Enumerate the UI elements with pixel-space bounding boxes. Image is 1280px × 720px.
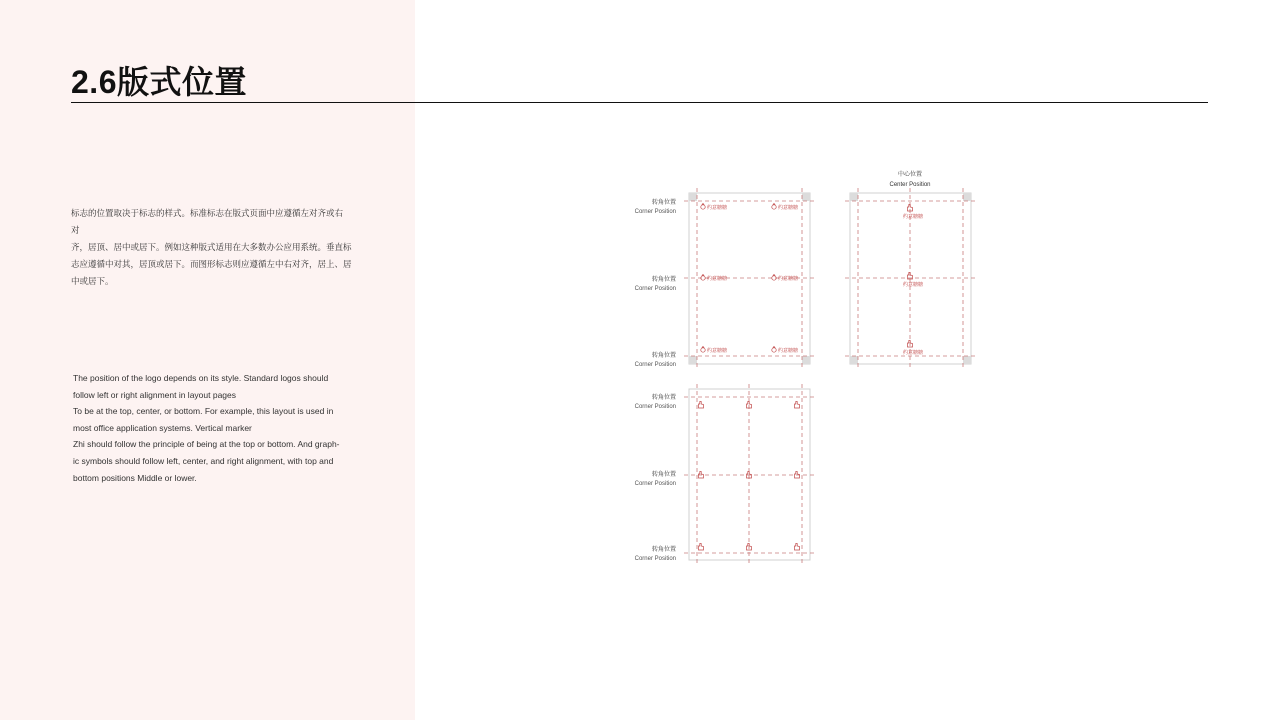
en-line: Zhi should follow the principle of being at the top or bottom. And graph- [73, 439, 340, 450]
logo-text: 约意糖糖 [778, 205, 799, 211]
symbol-icon [699, 544, 704, 551]
logo-text: 约意糖糖 [707, 348, 728, 354]
en-line: bottom positions Middle or lower. [73, 472, 197, 483]
corner-label-en: Corner Position [634, 362, 676, 368]
logo-mark [701, 203, 727, 211]
en-line: ic symbols should follow left, center, and right alignment, with top and [73, 455, 334, 466]
diagram-corner-text [684, 188, 816, 368]
logo-mark-vertical [903, 273, 923, 289]
logo-text: 约意糖糖 [707, 276, 728, 282]
symbol-icon [699, 402, 704, 409]
corner-label-cn: 转角位置 [651, 547, 676, 553]
corner-label-en: Corner Position [634, 286, 676, 292]
logo-text: 约意糖糖 [903, 282, 924, 288]
logo-text: 约意糖糖 [778, 348, 799, 354]
corner-label-cn: 转角位置 [651, 395, 676, 401]
diagram-center [845, 188, 977, 368]
logo-mark-vertical [903, 341, 923, 357]
en-line: follow left or right alignment in layout pages [73, 389, 237, 400]
corner-label-en: Corner Position [634, 481, 676, 487]
cn-line: 志应遵循中对其，居顶或居下。而图形标志则应遵循左中右对齐，居上、居 [71, 259, 352, 269]
cn-line: 标志的位置取决于标志的样式。标准标志在版式页面中应遵循左对齐或右 [71, 208, 344, 218]
logo-mark-vertical [903, 205, 923, 221]
logo-mark [701, 346, 727, 354]
corner-label-cn: 转角位置 [651, 472, 676, 478]
symbol-icon [795, 402, 800, 409]
center-label-cn: 中心位置 [897, 172, 922, 178]
logo-mark [772, 203, 798, 211]
en-line: The position of the logo depends on its style. Standard logos should [73, 373, 329, 383]
corner-label-cn: 转角位置 [651, 277, 676, 283]
center-label-en: Center Position [889, 182, 931, 188]
logo-text: 约意糖糖 [778, 276, 799, 282]
logo-text: 约意糖糖 [903, 350, 924, 356]
en-line: To be at the top, center, or bottom. For example, this layout is used in [73, 406, 334, 417]
corner-label-en: Corner Position [634, 404, 676, 410]
diagram-graphic-symbol [684, 384, 816, 565]
cn-line: 齐，居顶、居中或居下。例如这种版式适用在大多数办公应用系统。垂直标 [71, 242, 352, 252]
logo-text: 约意糖糖 [707, 205, 728, 211]
symbol-icon [795, 544, 800, 551]
en-line: most office application systems. Vertical marker [73, 422, 252, 433]
cn-line: 对 [71, 225, 80, 235]
page-title: 2.6版式位置 [71, 64, 247, 100]
logo-mark [701, 274, 727, 282]
logo-text: 约意糖糖 [903, 214, 924, 220]
logo-mark [772, 346, 798, 354]
corner-label-en: Corner Position [634, 209, 676, 215]
cn-line: 中或居下。 [71, 276, 114, 286]
corner-label-en: Corner Position [634, 556, 676, 562]
corner-label-cn: 转角位置 [651, 200, 676, 206]
corner-label-cn: 转角位置 [651, 353, 676, 359]
